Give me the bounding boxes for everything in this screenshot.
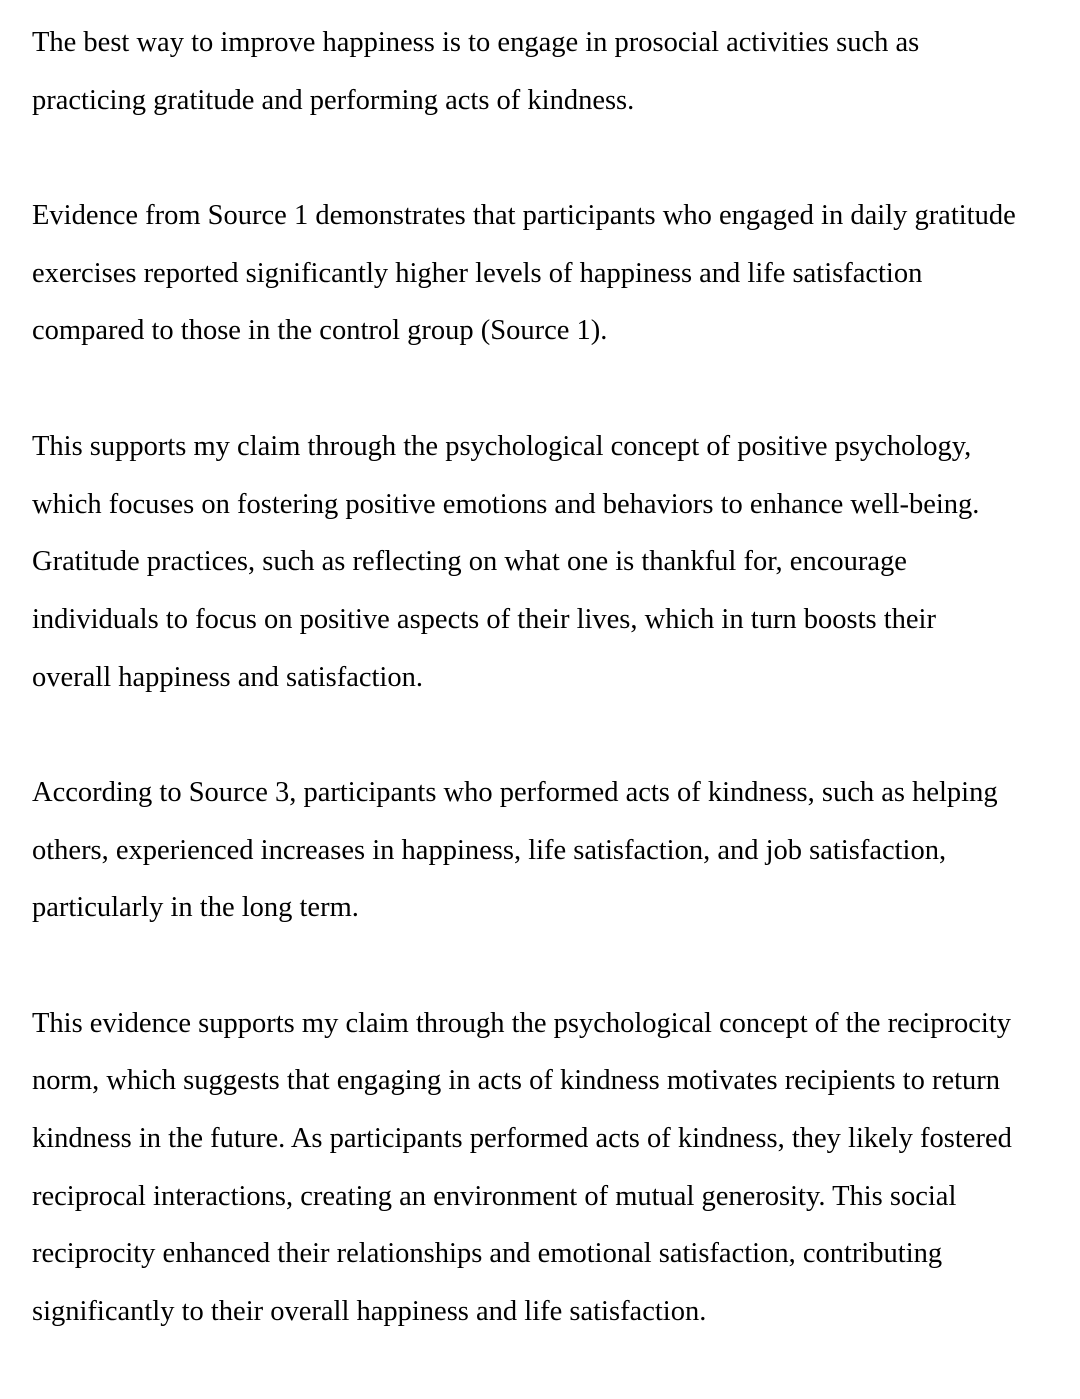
text-line: practicing gratitude and performing acts of kindness. xyxy=(32,84,635,116)
text-line: According to Source 3, participants who performed acts of kindness, such as helping xyxy=(32,776,998,808)
text-line: This evidence supports my claim through the psychological concept of the reciprocity xyxy=(32,1007,1012,1039)
document-body xyxy=(32,14,1072,1399)
text-line: overall happiness and satisfaction. xyxy=(32,661,423,693)
text-line: significantly to their overall happiness and life satisfaction. xyxy=(32,1296,707,1328)
text-line: individuals to focus on positive aspects of their lives, which in turn boosts their xyxy=(32,603,936,635)
text-line: others, experienced increases in happiness, life satisfaction, and job satisfaction, xyxy=(32,834,947,866)
text-line: The best way to improve happiness is to engage in prosocial activities such as xyxy=(32,27,920,58)
text-line: Gratitude practices, such as reflecting on what one is thankful for, encourage xyxy=(32,546,907,578)
text-line: norm, which suggests that engaging in acts of kindness motivates recipients to return xyxy=(32,1065,1001,1097)
text-line: reciprocal interactions, creating an environment of mutual generosity. This social xyxy=(32,1180,957,1212)
text-line: Evidence from Source 1 demonstrates that participants who engaged in daily gratitude xyxy=(32,200,1016,232)
paragraph-evidence-source-3 xyxy=(32,764,1072,937)
text-line: This supports my claim through the psychological concept of positive psychology, xyxy=(32,430,972,462)
paragraph-reasoning-positive-psychology xyxy=(32,418,1072,706)
text-line: exercises reported significantly higher levels of happiness and life satisfaction xyxy=(32,257,923,289)
text-line: particularly in the long term. xyxy=(32,892,359,924)
text-line: reciprocity enhanced their relationships and emotional satisfaction, contributing xyxy=(32,1238,943,1270)
text-line: kindness in the future. As participants performed acts of kindness, they likely fostered xyxy=(32,1123,1012,1155)
text-line: which focuses on fostering positive emotions and behaviors to enhance well-being. xyxy=(32,488,980,520)
paragraph-reasoning-reciprocity-norm xyxy=(32,995,1072,1341)
paragraph-evidence-source-1 xyxy=(32,187,1072,360)
paragraph-claim xyxy=(32,14,1072,129)
text-line: compared to those in the control group (Source 1). xyxy=(32,315,608,347)
